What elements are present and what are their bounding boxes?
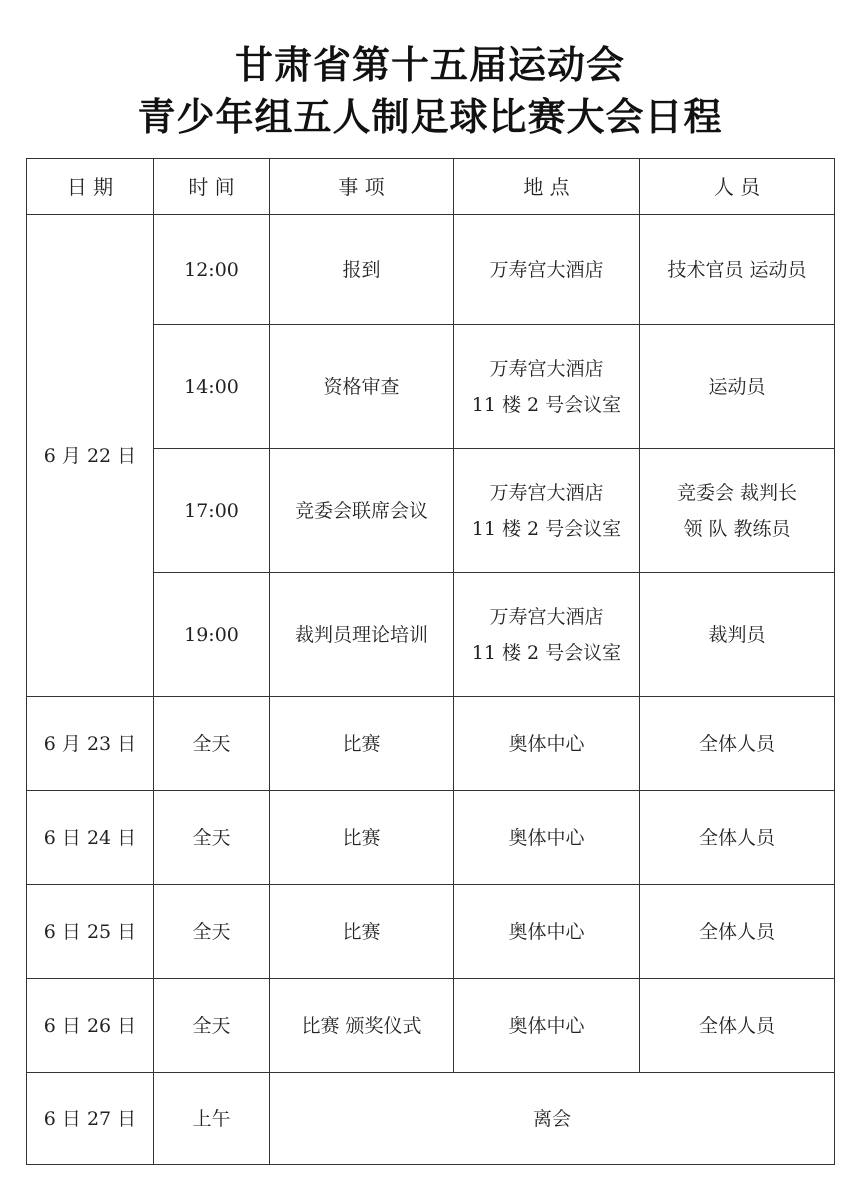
time-cell: 全天 <box>154 979 270 1073</box>
people-cell <box>640 573 835 697</box>
schedule-table <box>26 158 835 1165</box>
date-cell: 6 月 22 日 <box>27 215 154 697</box>
item-cell: 比赛 <box>270 791 454 885</box>
item-cell: 比赛 颁奖仪式 <box>270 979 454 1073</box>
header-item: 事 项 <box>270 159 454 215</box>
date-cell: 6 月 23 日 <box>27 697 154 791</box>
item-cell: 裁判员理论培训 <box>270 573 454 697</box>
people-line: 竞委会 裁判长 <box>676 481 798 504</box>
item-cell: 资格审查 <box>270 325 454 449</box>
item-cell: 比赛 <box>270 885 454 979</box>
place-cell: 奥体中心 <box>454 979 640 1073</box>
people-cell <box>640 325 835 449</box>
place-line: 11 楼 2 号会议室 <box>471 517 622 540</box>
place-cell: 奥体中心 <box>454 697 640 791</box>
place-line: 11 楼 2 号会议室 <box>471 393 622 416</box>
place-cell <box>454 449 640 573</box>
item-cell: 报到 <box>270 215 454 325</box>
time-cell: 上午 <box>154 1073 270 1165</box>
people-cell <box>640 449 835 573</box>
table-row <box>27 215 835 325</box>
date-cell: 6 日 27 日 <box>27 1073 154 1165</box>
header-row <box>27 159 835 215</box>
time-cell: 19:00 <box>154 573 270 697</box>
time-cell: 12:00 <box>154 215 270 325</box>
place-cell <box>454 215 640 325</box>
place-line: 万寿宫大酒店 <box>489 357 604 380</box>
page-title-line-2: 青少年组五人制足球比赛大会日程 <box>137 95 723 139</box>
place-line: 万寿宫大酒店 <box>489 258 604 281</box>
time-cell: 全天 <box>154 791 270 885</box>
people-cell: 全体人员 <box>640 885 835 979</box>
place-cell: 奥体中心 <box>454 885 640 979</box>
page-title-line-1: 甘肃省第十五届运动会 <box>234 43 625 87</box>
people-line: 运动员 <box>708 375 766 398</box>
place-cell: 奥体中心 <box>454 791 640 885</box>
place-cell <box>454 325 640 449</box>
time-cell: 17:00 <box>154 449 270 573</box>
table-row <box>27 979 835 1073</box>
date-cell: 6 日 26 日 <box>27 979 154 1073</box>
table-row <box>27 791 835 885</box>
place-line: 万寿宫大酒店 <box>489 605 604 628</box>
place-cell <box>454 573 640 697</box>
time-cell: 14:00 <box>154 325 270 449</box>
people-line: 领 队 教练员 <box>683 517 791 540</box>
time-cell: 全天 <box>154 885 270 979</box>
people-cell: 全体人员 <box>640 697 835 791</box>
item-cell: 竞委会联席会议 <box>270 449 454 573</box>
people-cell: 全体人员 <box>640 791 835 885</box>
item-cell: 离会 <box>270 1073 835 1165</box>
table-row <box>27 697 835 791</box>
people-line: 技术官员 运动员 <box>667 258 807 281</box>
place-line: 11 楼 2 号会议室 <box>471 641 622 664</box>
time-cell: 全天 <box>154 697 270 791</box>
date-cell: 6 日 25 日 <box>27 885 154 979</box>
header-place: 地 点 <box>454 159 640 215</box>
place-line: 万寿宫大酒店 <box>489 481 604 504</box>
header-people: 人 员 <box>640 159 835 215</box>
people-line: 裁判员 <box>708 623 766 646</box>
people-cell <box>640 215 835 325</box>
header-date: 日 期 <box>27 159 154 215</box>
date-cell: 6 日 24 日 <box>27 791 154 885</box>
item-cell: 比赛 <box>270 697 454 791</box>
people-cell: 全体人员 <box>640 979 835 1073</box>
table-row <box>27 885 835 979</box>
table-row <box>27 1073 835 1165</box>
header-time: 时 间 <box>154 159 270 215</box>
